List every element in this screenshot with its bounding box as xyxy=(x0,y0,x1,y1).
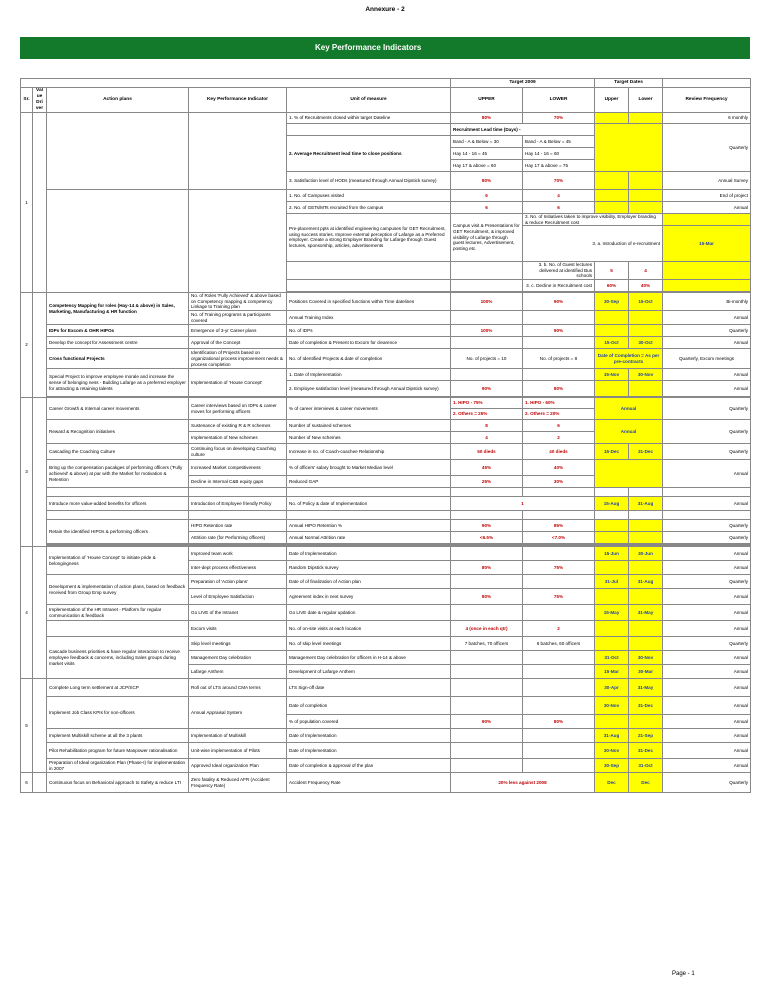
upper-date: 31-Oct xyxy=(595,651,629,665)
review-frequency: Annual xyxy=(663,337,751,349)
unit-cell: No. of Policy & date of Implementation xyxy=(287,497,451,511)
kpi-cell: Introduction of Employee friendly Policy xyxy=(189,497,287,511)
upper-date: 31-Aug xyxy=(595,729,629,743)
page-number: Page - 1 xyxy=(672,971,695,977)
lower-target: 85% xyxy=(523,520,595,532)
header-upper-date: Upper xyxy=(595,88,629,113)
kpi-cell: No. of Roles 'Fully Achieved' & above based on Competency mapping & competency Linkage to Training plan xyxy=(189,293,287,311)
upper-date: 30-Sep xyxy=(595,293,629,311)
upper-target: 8 xyxy=(451,420,523,432)
action-plan: Implement Job Class KPIs for non-officers xyxy=(47,697,189,729)
review-frequency: Annual xyxy=(663,201,751,213)
kpi-cell: Go LIVE of the Intranet xyxy=(189,605,287,621)
lower-date: 31-Aug xyxy=(629,575,663,589)
lower-date: Dec xyxy=(629,773,663,793)
upper-date: 30-Apr xyxy=(595,679,629,697)
action-plan: Cascade business priorities & have regular interaction to receive employee feedback & concerns, including Sales groups during market visits xyxy=(47,637,189,679)
value-driver xyxy=(33,112,47,292)
upper-target: 4 (once in each qtr) xyxy=(451,621,523,637)
kpi-cell: Roll out of LTS around CMA terms xyxy=(189,679,287,697)
header-lower-date: Lower xyxy=(629,88,663,113)
unit-cell: No. of Identified Projects & date of completion xyxy=(287,349,451,369)
upper-date: 15-Nov xyxy=(595,369,629,381)
band-lower: Band - A & Below = 45 xyxy=(523,135,595,147)
action-plan: Pilot Rehabilitation program for future Manpower rationalisation xyxy=(47,743,189,759)
table-row xyxy=(21,369,751,381)
kpi-table xyxy=(20,78,751,793)
review-frequency: Annual xyxy=(663,561,751,575)
upper-date: 30-Sep xyxy=(595,759,629,773)
review-frequency: Bi-monthly xyxy=(663,293,751,311)
lower-date: 31-Dec xyxy=(629,444,663,460)
hay-upper: Hay 17 & above = 60 xyxy=(451,159,523,171)
action-plan: Preparation of Ideal organization Plan (Phase-I) for implementation in 2007 xyxy=(47,759,189,773)
unit-cell: Accident Frequency Rate xyxy=(287,773,451,793)
upper-date: 15-May xyxy=(595,605,629,621)
unit-cell: Positions Covered in specified functions within Time datelines xyxy=(287,293,451,311)
header-value-driver: Value Driver xyxy=(33,88,47,113)
kpi-cell: Implementation of New schemes xyxy=(189,432,287,444)
kpi-cell: Inter-dept process effectiveness xyxy=(189,561,287,575)
kpi-cell: Zero fatality & Reduced AFR (Accident Frequency Rate) xyxy=(189,773,287,793)
lower-target: 75% xyxy=(523,561,595,575)
table-row xyxy=(21,697,751,715)
header-action-plans: Action plans xyxy=(47,88,189,113)
review-frequency: Quarterly xyxy=(663,444,751,460)
review-frequency: Annual xyxy=(663,589,751,605)
review-frequency: Annual xyxy=(663,311,751,325)
upper-target: 100% xyxy=(451,293,523,311)
review-frequency: Quarterly xyxy=(663,123,751,171)
value-driver xyxy=(33,547,47,679)
unit-cell: Date of completion & approval of the plan xyxy=(287,759,451,773)
kpi-cell: Attrition rate (for Performing officers) xyxy=(189,532,287,544)
lower-target: 2. Others = 20% xyxy=(523,409,595,420)
table-row xyxy=(21,112,751,123)
action-plan: Cascading the Coaching Culture xyxy=(47,444,189,460)
lower-target: 90% xyxy=(523,325,595,337)
action-plan: Competency Mapping for roles (Hay-14 & above) in Sales, Marketing, Manufacturing & HR function xyxy=(47,293,189,325)
lower-date: 30-Oct xyxy=(629,337,663,349)
upper-date: 31-Jul xyxy=(595,575,629,589)
action-plan: IDPs for Excom & OHR HIPOs xyxy=(47,325,189,337)
hay-upper: Hay 14 - 16 = 45 xyxy=(451,147,523,159)
sr-cell: 6 xyxy=(21,773,33,793)
unit-cell: Annual HIPO Retention % xyxy=(287,520,451,532)
table-row xyxy=(21,520,751,532)
unit-cell: Increase in no. of Coach-coachee Relationship xyxy=(287,444,451,460)
lower-date: 31-May xyxy=(629,679,663,697)
review-frequency: Annual xyxy=(663,715,751,729)
review-frequency: Annual xyxy=(663,497,751,511)
kpi-cell: Unit-wise implementation of Pilots xyxy=(189,743,287,759)
lower-target: 30% xyxy=(523,476,595,488)
table-row xyxy=(21,497,751,511)
lower-date: 30-Nov xyxy=(629,369,663,381)
upper-target: 80% xyxy=(451,561,523,575)
lower-target: 80% xyxy=(523,715,595,729)
upper-target: 2. Others = 25% xyxy=(451,409,523,420)
review-frequency: Quarterly xyxy=(663,325,751,337)
lower-date: 30-Mar xyxy=(629,665,663,679)
lower-target: 75% xyxy=(523,589,595,605)
unit-cell: 3. c. Decline in Recruitment cost xyxy=(523,280,595,292)
upper-target: No. of projects = 10 xyxy=(451,349,523,369)
header-spacer xyxy=(21,79,451,88)
review-frequency: Annual xyxy=(663,460,751,488)
lower-date: 30-Nov xyxy=(629,651,663,665)
lower-target: 6 xyxy=(523,201,595,213)
kpi-cell: Implementation of Multiskill xyxy=(189,729,287,743)
action-plan: Continuous focus on Behavioral approach to Safety & reduce LTI xyxy=(47,773,189,793)
upper-date: 15-Dec xyxy=(595,444,629,460)
action-plan: Career Growth & Internal career movements xyxy=(47,398,189,420)
unit-cell: % of population covered xyxy=(287,715,451,729)
kpi-cell: HIPO Retention rate xyxy=(189,520,287,532)
upper-target: 90% xyxy=(451,520,523,532)
unit-cell: No. of skip level meetings xyxy=(287,637,451,651)
action-plan: Development & implementation of action plans, based on feedback received from Group Emp survey xyxy=(47,575,189,605)
unit-cell: Annual Normal Attrition rate xyxy=(287,532,451,544)
lower-target: 70% xyxy=(523,171,595,189)
kpi-cell: Preparation of 'Action plans' xyxy=(189,575,287,589)
upper-target: 80% xyxy=(451,589,523,605)
review-frequency: Annual xyxy=(663,729,751,743)
kpi-cell: Level of Employee Satisfaction xyxy=(189,589,287,605)
lower-target: 70% xyxy=(523,112,595,123)
unit-cell: Number of sustained schemes xyxy=(287,420,451,432)
kpi-cell: Career interviews based on IDPs & career moves for performing officers xyxy=(189,398,287,420)
upper-target: 90% xyxy=(451,381,523,397)
table-row xyxy=(21,621,751,637)
kpi-cell: Sustenance of existing R & R schemes xyxy=(189,420,287,432)
header-review: Review Frequency xyxy=(663,88,751,113)
sr-cell: 1 xyxy=(21,112,33,292)
review-frequency: Quarterly xyxy=(663,532,751,544)
review-frequency: Annual xyxy=(663,759,751,773)
kpi-cell: Improved team work xyxy=(189,547,287,561)
unit-cell: Management Day celebration for officers in H-14 & above xyxy=(287,651,451,665)
kpi-cell: Decline in Internal C&B equity gaps xyxy=(189,476,287,488)
kpi-cell: Continuing focus on developing Coaching culture xyxy=(189,444,287,460)
upper-date: 15-Mar xyxy=(663,226,751,261)
band-upper: Band - A & Below = 30 xyxy=(451,135,523,147)
table-row xyxy=(21,759,751,773)
lower-date: 31-Aug xyxy=(629,497,663,511)
lower-target: 6 batches, 60 officers xyxy=(523,637,595,651)
unit-cell: Date of Implementation xyxy=(287,729,451,743)
unit-cell: 2. Average Recruitment lead time to close positions xyxy=(287,135,451,171)
header-kpi: Key Performance Indicator xyxy=(189,88,287,113)
action-plan: Implementation of the HR Intranet - Platform for regular communication & feedback xyxy=(47,605,189,621)
page-title: Key Performance Indicators xyxy=(315,43,422,52)
table-row xyxy=(21,729,751,743)
action-plan: Develop the concept for Assessment centre xyxy=(47,337,189,349)
lower-target: No. of projects = 8 xyxy=(523,349,595,369)
kpi-cell: Annual Appraisal System xyxy=(189,697,287,729)
upper-target: <6.5% xyxy=(451,532,523,544)
unit-cell: 2. No. of GETs/MTs recruited from the campus xyxy=(287,201,451,213)
review-frequency: Quarterly xyxy=(663,420,751,444)
unit-cell: Reduced GAP xyxy=(287,476,451,488)
upper-target: 6 xyxy=(451,189,523,201)
table-row xyxy=(21,743,751,759)
review-frequency: Annual xyxy=(663,605,751,621)
upper-target: 1. HIPO - 75% xyxy=(451,398,523,409)
review-frequency: Quarterly xyxy=(663,520,751,532)
review-frequency: Annual xyxy=(663,651,751,665)
review-frequency: Annual xyxy=(663,679,751,697)
unit-cell: 1. Date of Implementation xyxy=(287,369,451,381)
upper-date: 30-Nov xyxy=(595,697,629,715)
unit-cell: % of career interviews & career movements xyxy=(287,398,451,420)
lower-date: 31-May xyxy=(629,605,663,621)
annexure-label: Annexure - 2 xyxy=(365,6,405,13)
target-dates: Annual xyxy=(595,420,663,444)
lead-time-label: Recruitment Lead time (Days) - xyxy=(451,123,595,135)
table-row xyxy=(21,605,751,621)
header-target-dates: Target Dates xyxy=(595,79,663,88)
upper-target: 90% xyxy=(451,715,523,729)
review-frequency: Quarterly xyxy=(663,575,751,589)
review-frequency: Annual xyxy=(663,381,751,397)
lower-date: 21-Sep xyxy=(629,729,663,743)
value-driver xyxy=(33,398,47,547)
action-plan: Special Project to improve employee morale and increase the sense of belonging ness - Building Lafarge as a preferred employer for attracting & retaining talents xyxy=(47,369,189,397)
table-row xyxy=(21,460,751,476)
unit-cell: 3. No. of Initiatives taken to improve visibility, Employer branding & reduce Recruitment cost xyxy=(523,213,663,225)
table-row xyxy=(21,325,751,337)
table-row xyxy=(21,444,751,460)
action-plan: Implementation of 'House Concept' to initiate pride & belongingness xyxy=(47,547,189,575)
unit-cell: Date of Implementation xyxy=(287,743,451,759)
upper-date: 30-Nov xyxy=(595,743,629,759)
unit-cell: Go LIVE date & regular updation xyxy=(287,605,451,621)
unit-cell: 3. b. No. of Guest lectures delivered at identified Bus schools xyxy=(523,261,595,279)
table-row xyxy=(21,773,751,793)
lower-target: 6 xyxy=(523,420,595,432)
upper-date: Dec xyxy=(595,773,629,793)
table-row xyxy=(21,420,751,432)
upper-target: 6 xyxy=(451,201,523,213)
action-plan: Retain the identified HIPOs & performing officers xyxy=(47,520,189,544)
table-row xyxy=(21,337,751,349)
lower-target: 40% xyxy=(523,460,595,476)
sr-cell: 3 xyxy=(21,398,33,547)
lower-target: 2 xyxy=(523,432,595,444)
action-plan: Complete Long term settlement at JCP/SCP xyxy=(47,679,189,697)
unit-cell: Development of Lafarge Anthem xyxy=(287,665,451,679)
review-frequency: 6 monthly xyxy=(663,112,751,123)
kpi-cell: Skip level meetings xyxy=(189,637,287,651)
table-row xyxy=(21,293,751,311)
sr-cell: 5 xyxy=(21,679,33,773)
unit-cell: % of officers' salary brought to Market Median level xyxy=(287,460,451,476)
hay-lower: Hay 17 & above = 75 xyxy=(523,159,595,171)
review-frequency: Annual xyxy=(663,665,751,679)
lower-date: 31-Dec xyxy=(629,743,663,759)
upper-target: 7 batches, 70 officers xyxy=(451,637,523,651)
table-row xyxy=(21,637,751,651)
table-row xyxy=(21,398,751,409)
upper-target: 80% xyxy=(451,171,523,189)
lower-target: <7.0% xyxy=(523,532,595,544)
value-driver xyxy=(33,773,47,793)
header-review-spacer xyxy=(663,79,751,88)
action-plan: Bring up the compensation pacakges of performing officers ('Fully achieved' & above) at par with the Market for motivation & Retention xyxy=(47,460,189,488)
unit-cell: Date of of finalization of Action plan xyxy=(287,575,451,589)
value-driver xyxy=(33,293,47,398)
upper-target: 5 xyxy=(595,261,629,279)
unit-cell: 2. Employee satisfaction level (measured through Annual Dipstick survey) xyxy=(287,381,451,397)
table-row xyxy=(21,679,751,697)
table-row xyxy=(21,575,751,589)
upper-target: 60% xyxy=(595,280,629,292)
lower-date: 31-Dec xyxy=(629,697,663,715)
review-frequency: Annual xyxy=(663,697,751,715)
kpi-cell: Lafarge Anthem xyxy=(189,665,287,679)
target-dates: Date of Completion = As per pre-contracts xyxy=(595,349,663,369)
review-frequency: Annual xyxy=(663,547,751,561)
review-frequency: Annual xyxy=(663,743,751,759)
lower-target: 4 xyxy=(523,189,595,201)
review-frequency: End of project xyxy=(663,189,751,201)
unit-cell: No. of on-site visits at each location xyxy=(287,621,451,637)
unit-cell: Date of Implementation xyxy=(287,547,451,561)
unit-cell: 1. % of Recruitments closed within target Dateline xyxy=(287,112,451,123)
action-plan: Introduce more value-added benefits for officers xyxy=(47,497,189,511)
title-bar xyxy=(20,37,750,59)
action-plan: Cross functional Projects xyxy=(47,349,189,369)
kpi-cell: Campus visit & Presentations for GET Recruitment, & improved visibility of Lafarge through guest lectures, Advertisement, posting etc. xyxy=(451,213,523,261)
kpi-cell: Excom visits xyxy=(189,621,287,637)
header-upper: UPPER xyxy=(451,88,523,113)
table-row xyxy=(21,547,751,561)
header-target-2009: Target 2009 xyxy=(451,79,595,88)
kpi-cell: Identification of Projects based on organizational process improvement needs & process completion xyxy=(189,349,287,369)
review-frequency: Quarterly, Excom meetings xyxy=(663,349,751,369)
sr-cell: 2 xyxy=(21,293,33,398)
upper-target: 4 xyxy=(451,432,523,444)
lower-target: 1. HIPO - 60% xyxy=(523,398,595,409)
upper-target: 50 dieds xyxy=(451,444,523,460)
kpi-cell: Management Day celebration xyxy=(189,651,287,665)
unit-cell: Random Dipstick survey xyxy=(287,561,451,575)
unit-cell: Number of New schemes xyxy=(287,432,451,444)
review-frequency: Annual Survey xyxy=(663,171,751,189)
upper-date: 15-Oct xyxy=(595,337,629,349)
lower-target: 2 xyxy=(523,621,595,637)
kpi-cell: Approved Ideal organization Plan xyxy=(189,759,287,773)
target-merged: 1 xyxy=(451,497,595,511)
upper-target: 100% xyxy=(451,325,523,337)
kpi-cell: No. of Training programs & participants covered xyxy=(189,311,287,325)
lower-date: 15-Oct xyxy=(629,293,663,311)
review-frequency: Quarterly xyxy=(663,773,751,793)
lower-date: 30-Jun xyxy=(629,547,663,561)
value-driver xyxy=(33,679,47,773)
unit-cell: Annual Training Index xyxy=(287,311,451,325)
lower-target: 90% xyxy=(523,293,595,311)
kpi-cell: Approval of the Concept xyxy=(189,337,287,349)
target-dates: Annual xyxy=(595,398,663,420)
unit-cell: 3. a. Introduction of e-recruitment xyxy=(523,226,663,261)
review-frequency: Quarterly xyxy=(663,398,751,420)
header-sr: Sr. xyxy=(21,88,33,113)
hay-lower: Hay 14 - 16 = 60 xyxy=(523,147,595,159)
table-row xyxy=(21,189,751,201)
unit-cell: 1. No. of Campuses visited xyxy=(287,189,451,201)
review-frequency: Annual xyxy=(663,369,751,381)
lower-target: 80% xyxy=(523,381,595,397)
kpi-cell: Increased Market competitiveness xyxy=(189,460,287,476)
review-frequency: Quarterly xyxy=(663,637,751,651)
target-merged: 20% less against 2008 xyxy=(451,773,595,793)
lower-target: 40 dieds xyxy=(523,444,595,460)
unit-cell: Agreement index in next survey xyxy=(287,589,451,605)
upper-date: 15-Aug xyxy=(595,497,629,511)
upper-target: 25% xyxy=(451,476,523,488)
lower-target: 40% xyxy=(629,280,663,292)
kpi-cell: Implementation of 'House Concept' xyxy=(189,369,287,397)
unit-cell: Date of completion & Present to Excom for clearence xyxy=(287,337,451,349)
unit-cell: LTS Sign-off date xyxy=(287,679,451,697)
lower-target: 4 xyxy=(629,261,663,279)
kpi-cell: Emergence of 3-yr Career plans xyxy=(189,325,287,337)
unit-cell: 3. Satisfaction level of HODs (measured through Annual Dipstick survey) xyxy=(287,171,451,189)
action-plan: Pre-placement ppts at identified engineering campuses for GET Recruitment, using success stories. Improve external perception of Lafarge as a Preferred employer. Create a strong Employer Branding for Lafarge through Guest lectures, sponsorship, articles, advertisements xyxy=(287,213,451,261)
upper-target: 45% xyxy=(451,460,523,476)
upper-date: 15-Jun xyxy=(595,547,629,561)
unit-cell: Date of completion xyxy=(287,697,451,715)
header-unit: Unit of measure xyxy=(287,88,451,113)
action-plan: Reward & Recognition initiatives xyxy=(47,420,189,444)
unit-cell: No. of IDPs xyxy=(287,325,451,337)
review-frequency: Annual xyxy=(663,621,751,637)
upper-target: 80% xyxy=(451,112,523,123)
action-plan: Implement Multiskill scheme at all the 3 plants xyxy=(47,729,189,743)
sr-cell: 4 xyxy=(21,547,33,679)
lower-date: 31-Oct xyxy=(629,759,663,773)
table-row xyxy=(21,349,751,369)
upper-date: 15-Mar xyxy=(595,665,629,679)
header-lower: LOWER xyxy=(523,88,595,113)
